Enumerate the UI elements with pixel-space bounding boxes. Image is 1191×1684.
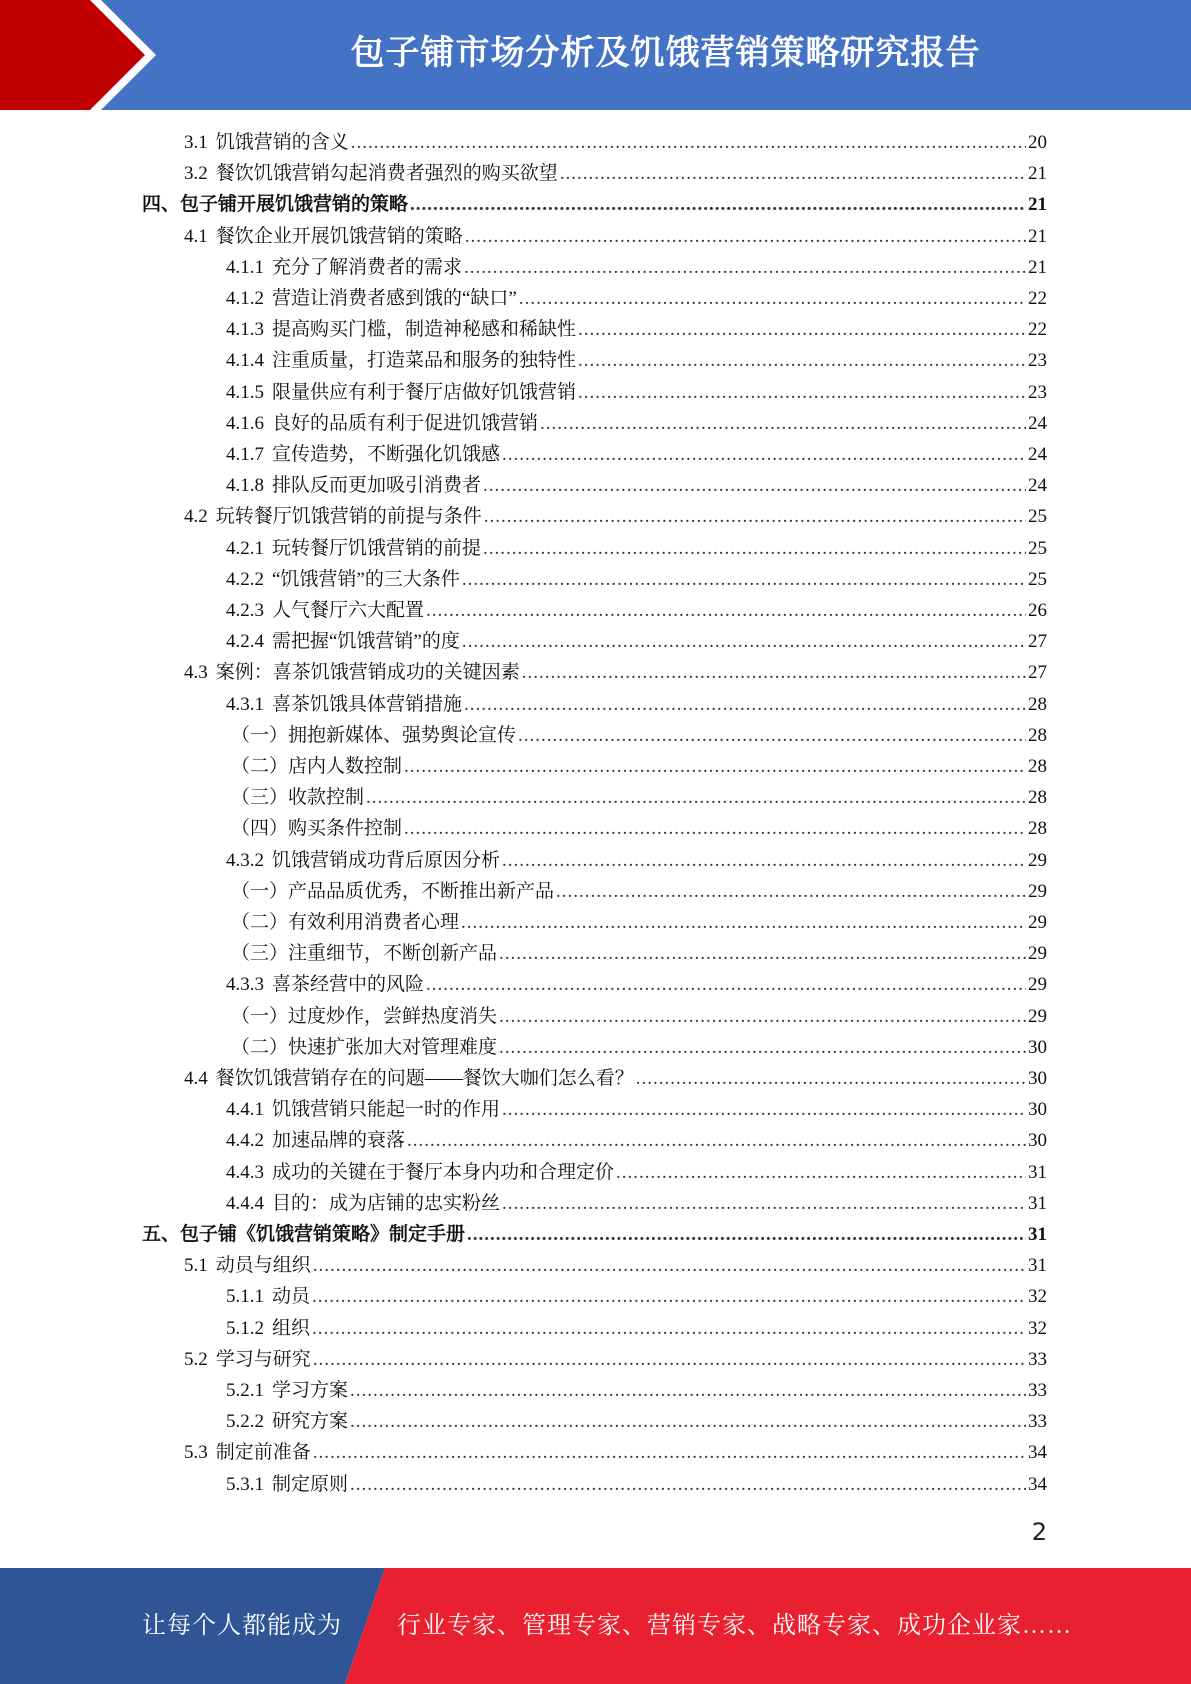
toc-entry-page: 29 bbox=[1028, 1005, 1047, 1027]
toc-entry-number: 4.1.4 bbox=[226, 350, 264, 372]
toc-entry[interactable] bbox=[226, 1281, 1047, 1312]
toc-entry[interactable] bbox=[184, 657, 1047, 688]
toc-dot-leader bbox=[313, 1344, 1026, 1375]
toc-entry-page: 21 bbox=[1028, 256, 1047, 278]
toc-dot-leader bbox=[462, 626, 1026, 657]
toc-entry-title: 限量供应有利于餐厅店做好饥饿营销 bbox=[272, 381, 577, 403]
toc-entry-page: 20 bbox=[1028, 132, 1047, 153]
toc-dot-leader bbox=[483, 533, 1026, 564]
toc-dot-leader bbox=[404, 751, 1026, 782]
toc-entry-page: 25 bbox=[1028, 506, 1047, 528]
toc-entry-page: 29 bbox=[1028, 974, 1047, 996]
toc-dot-leader bbox=[578, 377, 1026, 408]
toc-entry-page: 29 bbox=[1028, 943, 1047, 965]
toc-entry-number: 4.3.3 bbox=[226, 974, 264, 996]
toc-entry-title: 需把握“饥饿营销”的度 bbox=[272, 631, 460, 653]
toc-dot-leader bbox=[313, 1250, 1026, 1281]
toc-entry-page: 32 bbox=[1028, 1317, 1047, 1339]
toc-entry-title: 五、包子铺《饥饿营销策略》制定手册 bbox=[142, 1224, 466, 1245]
toc-entry-number: 4.2.1 bbox=[226, 537, 264, 559]
toc-entry[interactable] bbox=[184, 127, 1047, 158]
toc-entry-number: 5.3.1 bbox=[226, 1473, 264, 1495]
toc-entry-page: 27 bbox=[1028, 662, 1047, 684]
toc-entry[interactable] bbox=[226, 1375, 1047, 1406]
toc-entry-page: 21 bbox=[1028, 194, 1047, 216]
toc-entry[interactable] bbox=[226, 595, 1047, 626]
toc-entry[interactable] bbox=[184, 1437, 1047, 1468]
toc-entry-title: 良好的品质有利于促进饥饿营销 bbox=[272, 412, 539, 434]
toc-entry-page: 24 bbox=[1028, 412, 1047, 434]
toc-entry-page: 33 bbox=[1028, 1411, 1047, 1433]
toc-dot-leader bbox=[484, 501, 1026, 532]
toc-entry-page: 31 bbox=[1028, 1224, 1047, 1245]
toc-entry-page: 27 bbox=[1028, 631, 1047, 653]
toc-entry-page: 25 bbox=[1028, 568, 1047, 590]
toc-entry-number: 5.2.1 bbox=[226, 1380, 264, 1401]
toc-dot-leader bbox=[502, 1188, 1026, 1219]
toc-entry-title: 学习方案 bbox=[272, 1380, 349, 1401]
toc-entry-number: 4.2 bbox=[184, 506, 208, 528]
toc-entry-number: 4.4.3 bbox=[226, 1161, 264, 1183]
toc-entry[interactable] bbox=[226, 1313, 1047, 1344]
toc-entry[interactable] bbox=[184, 1250, 1047, 1281]
toc-entry-page: 23 bbox=[1028, 381, 1047, 403]
toc-entry[interactable] bbox=[226, 689, 1047, 720]
toc-entry-title: （一）产品品质优秀，不断推出新产品 bbox=[231, 880, 555, 902]
toc-dot-leader bbox=[426, 969, 1026, 1000]
toc-entry-number: 4.3 bbox=[184, 662, 208, 684]
toc-entry-title: 四、包子铺开展饥饿营销的策略 bbox=[142, 194, 409, 216]
toc-entry-page: 22 bbox=[1028, 288, 1047, 309]
toc-entry[interactable] bbox=[226, 408, 1047, 439]
toc-entry-page: 31 bbox=[1028, 1192, 1047, 1214]
toc-entry[interactable] bbox=[184, 158, 1047, 189]
toc-dot-leader bbox=[465, 221, 1026, 252]
toc-entry-number: 4.2.4 bbox=[226, 631, 264, 653]
toc-entry-page: 30 bbox=[1028, 1068, 1047, 1089]
toc-dot-leader bbox=[578, 314, 1026, 345]
toc-entry[interactable] bbox=[226, 533, 1047, 564]
toc-dot-leader bbox=[636, 1063, 1026, 1094]
toc-dot-leader bbox=[502, 845, 1026, 876]
page-header bbox=[0, 0, 1191, 110]
toc-dot-leader bbox=[540, 408, 1026, 439]
toc-entry-page: 30 bbox=[1028, 1036, 1047, 1058]
document-title: 包子铺市场分析及饥饿营销策略研究报告 bbox=[350, 33, 981, 73]
toc-entry[interactable] bbox=[226, 439, 1047, 470]
toc-dot-leader bbox=[483, 470, 1026, 501]
toc-dot-leader bbox=[313, 1437, 1026, 1468]
toc-entry-page: 34 bbox=[1028, 1473, 1047, 1495]
toc-entry-title: （二）快速扩张加大对管理难度 bbox=[231, 1036, 498, 1058]
toc-entry[interactable] bbox=[231, 876, 1047, 907]
toc-entry-number: 4.4.4 bbox=[226, 1192, 264, 1214]
toc-entry-page: 31 bbox=[1028, 1255, 1047, 1277]
toc-entry-number: 3.1 bbox=[184, 132, 208, 153]
toc-dot-leader bbox=[560, 158, 1026, 189]
toc-entry-title: 案例：喜茶饥饿营销成功的关键因素 bbox=[215, 662, 520, 684]
toc-entry[interactable] bbox=[226, 564, 1047, 595]
toc-entry-page: 28 bbox=[1028, 787, 1047, 809]
toc-entry-page: 29 bbox=[1028, 912, 1047, 933]
toc-entry-number: 3.2 bbox=[184, 163, 208, 185]
toc-entry-page: 29 bbox=[1028, 849, 1047, 871]
toc-entry-page: 34 bbox=[1028, 1442, 1047, 1464]
toc-dot-leader bbox=[462, 564, 1026, 595]
toc-entry-page: 32 bbox=[1028, 1286, 1047, 1308]
toc-entry[interactable] bbox=[226, 1157, 1047, 1188]
toc-dot-leader bbox=[312, 1281, 1026, 1312]
toc-entry-number: 5.1 bbox=[184, 1255, 208, 1277]
toc-dot-leader bbox=[522, 657, 1026, 688]
toc-entry-page: 28 bbox=[1028, 756, 1047, 777]
toc-entry-title: 制定前准备 bbox=[215, 1442, 311, 1464]
toc-entry-title: 提高购买门槛，制造神秘感和稀缺性 bbox=[272, 319, 577, 341]
toc-entry-page: 25 bbox=[1028, 537, 1047, 559]
toc-entry-title: （三）注重细节，不断创新产品 bbox=[231, 943, 498, 965]
toc-entry-title: 注重质量，打造菜品和服务的独特性 bbox=[272, 350, 577, 372]
toc-entry-number: 5.1.1 bbox=[226, 1286, 264, 1308]
footer-slogan-right: 行业专家、管理专家、营销专家、战略专家、成功企业家…… bbox=[397, 1613, 1072, 1639]
toc-entry[interactable] bbox=[226, 969, 1047, 1000]
toc-entry[interactable] bbox=[226, 345, 1047, 376]
toc-dot-leader bbox=[350, 1406, 1026, 1437]
toc-entry-title: 餐饮饥饿营销存在的问题——餐饮大咖们怎么看？ bbox=[215, 1068, 634, 1089]
toc-entry-title: 学习与研究 bbox=[215, 1348, 311, 1370]
toc-entry-title: 喜茶经营中的风险 bbox=[272, 974, 425, 996]
toc-entry-page: 21 bbox=[1028, 225, 1047, 247]
toc-entry-page: 30 bbox=[1028, 1130, 1047, 1152]
toc-entry[interactable] bbox=[184, 221, 1047, 252]
toc-entry-title: 成功的关键在于餐厅本身内功和合理定价 bbox=[272, 1161, 615, 1183]
toc-dot-leader bbox=[464, 689, 1026, 720]
toc-dot-leader bbox=[407, 1125, 1026, 1156]
toc-entry-title: 喜茶饥饿具体营销措施 bbox=[272, 693, 463, 715]
toc-entry[interactable] bbox=[226, 1406, 1047, 1437]
toc-dot-leader bbox=[502, 1094, 1026, 1125]
toc-entry-page: 31 bbox=[1028, 1161, 1047, 1183]
toc-dot-leader bbox=[519, 283, 1026, 314]
toc-entry-title: （四）购买条件控制 bbox=[231, 818, 403, 840]
toc-entry-page: 28 bbox=[1028, 724, 1047, 746]
toc-entry-number: 4.1.3 bbox=[226, 319, 264, 341]
toc-entry-title: 饥饿营销只能起一时的作用 bbox=[272, 1099, 501, 1121]
toc-entry-number: 4.1.7 bbox=[226, 444, 264, 465]
toc-entry[interactable] bbox=[226, 377, 1047, 408]
toc-entry-title: 饥饿营销成功背后原因分析 bbox=[272, 849, 501, 871]
page-footer bbox=[0, 1568, 1191, 1684]
toc-entry[interactable] bbox=[231, 1001, 1047, 1032]
toc-entry-number: 4.1.8 bbox=[226, 475, 264, 497]
toc-entry[interactable] bbox=[231, 907, 1047, 938]
toc-entry[interactable] bbox=[226, 252, 1047, 283]
toc-entry[interactable] bbox=[226, 1469, 1047, 1500]
toc-entry-title: 动员与组织 bbox=[215, 1255, 311, 1277]
toc-entry[interactable] bbox=[226, 1094, 1047, 1125]
toc-entry-title: （二）店内人数控制 bbox=[231, 756, 403, 777]
toc-entry-title: 目的：成为店铺的忠实粉丝 bbox=[272, 1192, 501, 1214]
toc-entry-number: 4.1.5 bbox=[226, 381, 264, 403]
toc-entry-title: （二）有效利用消费者心理 bbox=[231, 912, 460, 933]
page-number: 2 bbox=[1031, 1518, 1047, 1546]
toc-entry-title: 研究方案 bbox=[272, 1411, 349, 1433]
toc-entry-page: 28 bbox=[1028, 818, 1047, 840]
toc-dot-leader bbox=[350, 1375, 1026, 1406]
toc-entry-title: 饥饿营销的含义 bbox=[215, 132, 349, 153]
toc-dot-leader bbox=[366, 782, 1026, 813]
toc-dot-leader bbox=[499, 1001, 1026, 1032]
toc-dot-leader bbox=[464, 252, 1026, 283]
toc-entry[interactable] bbox=[184, 501, 1047, 532]
toc-entry-title: 制定原则 bbox=[272, 1473, 349, 1495]
toc-entry-title: 玩转餐厅饥饿营销的前提 bbox=[272, 537, 482, 559]
toc-entry-title: 餐饮企业开展饥饿营销的策略 bbox=[215, 225, 463, 247]
toc-entry-number: 4.2.3 bbox=[226, 600, 264, 621]
toc-entry-title: 充分了解消费者的需求 bbox=[272, 256, 463, 278]
toc-entry-number: 5.1.2 bbox=[226, 1317, 264, 1339]
toc-entry[interactable] bbox=[226, 470, 1047, 501]
toc-entry[interactable] bbox=[231, 813, 1047, 844]
toc-entry-page: 28 bbox=[1028, 693, 1047, 715]
toc-dot-leader bbox=[467, 1219, 1026, 1250]
toc-entry-title: 组织 bbox=[272, 1317, 311, 1339]
toc-entry-number: 4.1 bbox=[184, 225, 208, 247]
toc-entry-number: 4.2.2 bbox=[226, 568, 264, 590]
toc-dot-leader bbox=[499, 1032, 1026, 1063]
toc-entry-page: 33 bbox=[1028, 1380, 1047, 1401]
toc-entry-page: 24 bbox=[1028, 475, 1047, 497]
toc-entry[interactable] bbox=[226, 314, 1047, 345]
toc-entry-title: （一）过度炒作，尝鲜热度消失 bbox=[231, 1005, 498, 1027]
toc-entry[interactable] bbox=[226, 1188, 1047, 1219]
toc-dot-leader bbox=[578, 345, 1026, 376]
toc-dot-leader bbox=[404, 813, 1026, 844]
toc-entry-number: 4.1.2 bbox=[226, 288, 264, 309]
toc-entry-page: 22 bbox=[1028, 319, 1047, 341]
toc-entry[interactable] bbox=[231, 1032, 1047, 1063]
toc-dot-leader bbox=[350, 1469, 1026, 1500]
toc-entry-page: 24 bbox=[1028, 444, 1047, 465]
toc-entry-number: 4.3.1 bbox=[226, 693, 264, 715]
toc-entry-title: 宣传造势，不断强化饥饿感 bbox=[272, 444, 501, 465]
toc-dot-leader bbox=[410, 189, 1026, 220]
toc-dot-leader bbox=[426, 595, 1026, 626]
toc-entry-page: 30 bbox=[1028, 1099, 1047, 1121]
toc-entry-title: 排队反而更加吸引消费者 bbox=[272, 475, 482, 497]
toc-entry-number: 4.4.2 bbox=[226, 1130, 264, 1152]
toc-entry[interactable] bbox=[231, 720, 1047, 751]
toc-entry-title: 玩转餐厅饥饿营销的前提与条件 bbox=[215, 506, 482, 528]
toc-entry-title: （一）拥抱新媒体、强势舆论宣传 bbox=[231, 724, 517, 746]
toc-entry-number: 5.2.2 bbox=[226, 1411, 264, 1433]
toc-entry-title: “饥饿营销”的三大条件 bbox=[272, 568, 460, 590]
toc-dot-leader bbox=[499, 938, 1026, 969]
toc-dot-leader bbox=[461, 907, 1026, 938]
toc-entry-title: （三）收款控制 bbox=[231, 787, 365, 809]
toc-entry-title: 人气餐厅六大配置 bbox=[272, 600, 425, 621]
toc-entry[interactable] bbox=[226, 845, 1047, 876]
toc-entry[interactable] bbox=[184, 1063, 1047, 1094]
toc-dot-leader bbox=[312, 1313, 1026, 1344]
toc-entry[interactable] bbox=[142, 189, 1047, 220]
toc-entry[interactable] bbox=[226, 626, 1047, 657]
toc-dot-leader bbox=[616, 1157, 1026, 1188]
toc-entry-number: 4.1.6 bbox=[226, 412, 264, 434]
toc-entry-number: 4.1.1 bbox=[226, 256, 264, 278]
footer-slogan-left: 让每个人都能成为 bbox=[142, 1613, 342, 1639]
toc-dot-leader bbox=[351, 127, 1026, 158]
toc-entry-page: 23 bbox=[1028, 350, 1047, 372]
toc-dot-leader bbox=[518, 720, 1026, 751]
toc-entry-number: 4.3.2 bbox=[226, 849, 264, 871]
toc-dot-leader bbox=[502, 439, 1026, 470]
toc-entry[interactable] bbox=[226, 1125, 1047, 1156]
toc-entry-page: 26 bbox=[1028, 600, 1047, 621]
toc-entry-number: 4.4.1 bbox=[226, 1099, 264, 1121]
toc-entry-page: 21 bbox=[1028, 163, 1047, 185]
toc-entry-title: 营造让消费者感到饿的“缺口” bbox=[272, 288, 517, 309]
toc-entry[interactable] bbox=[231, 782, 1047, 813]
toc-entry[interactable] bbox=[184, 1344, 1047, 1375]
toc-entry-page: 29 bbox=[1028, 880, 1047, 902]
toc-entry-number: 5.2 bbox=[184, 1348, 208, 1370]
toc-dot-leader bbox=[556, 876, 1026, 907]
toc-entry-title: 动员 bbox=[272, 1286, 311, 1308]
toc-entry[interactable] bbox=[142, 1219, 1047, 1250]
toc-entry[interactable] bbox=[231, 751, 1047, 782]
toc-entry-number: 4.4 bbox=[184, 1068, 208, 1089]
toc-entry-title: 餐饮饥饿营销勾起消费者强烈的购买欲望 bbox=[215, 163, 558, 185]
toc-entry[interactable] bbox=[231, 938, 1047, 969]
toc-entry-title: 加速品牌的衰落 bbox=[272, 1130, 406, 1152]
toc-entry-page: 33 bbox=[1028, 1348, 1047, 1370]
toc-entry[interactable] bbox=[226, 283, 1047, 314]
toc-entry-number: 5.3 bbox=[184, 1442, 208, 1464]
